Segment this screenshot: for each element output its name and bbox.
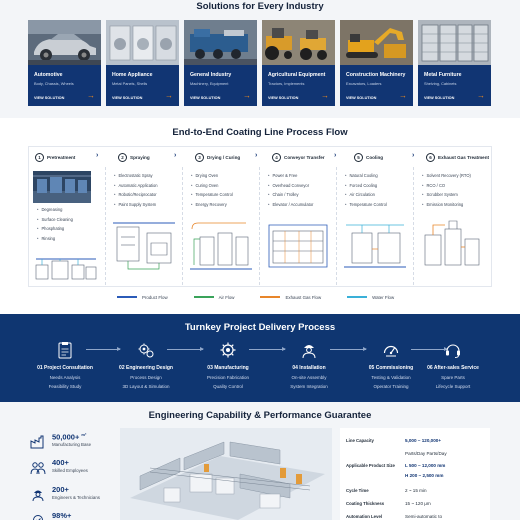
turnkey-step-title: 03 Manufacturing bbox=[207, 365, 249, 371]
step-title: Conveyor Transfer bbox=[284, 154, 325, 160]
legend-label: Water Flow bbox=[372, 294, 395, 300]
industries-title: Solutions for Every Industry bbox=[196, 1, 324, 12]
step-column-pretreatment bbox=[29, 167, 106, 285]
spraying-diagram bbox=[111, 219, 177, 275]
exhaust-item-list bbox=[422, 171, 471, 209]
process-item: • Phosphating bbox=[37, 224, 73, 234]
engineer-icon bbox=[30, 488, 46, 502]
turnkey-step-detail: Lifecycle Support bbox=[435, 384, 471, 389]
step-number: 3 bbox=[195, 153, 204, 162]
gear-icon bbox=[219, 341, 237, 359]
spec-key: Applicable Product Size bbox=[346, 463, 395, 468]
legend-item-exhaust-gas-flow bbox=[260, 292, 321, 302]
spec-key: Coating Thickness bbox=[346, 501, 385, 506]
view-solution-link[interactable]: VIEW SOLUTION bbox=[424, 96, 455, 100]
cooling-diagram bbox=[342, 219, 408, 275]
stat-value: 200+ bbox=[52, 485, 69, 494]
process-item: • Elevator / Accumulator bbox=[268, 200, 313, 210]
process-item: • Scrubber System bbox=[422, 190, 471, 200]
spec-value: 5,000 ~ 120,000+ bbox=[405, 438, 442, 443]
process-item: • RCO / CO bbox=[422, 181, 471, 191]
people-icon bbox=[30, 461, 46, 475]
industry-card-general-industry[interactable] bbox=[184, 20, 257, 106]
industry-card-automotive[interactable] bbox=[28, 20, 101, 106]
exhaust-diagram bbox=[419, 219, 485, 275]
turnkey-step-detail: Needs Analysis bbox=[49, 375, 81, 380]
turnkey-step-detail: Operator Training bbox=[373, 384, 409, 389]
step-title: Cooling bbox=[366, 154, 384, 160]
step-header-conveyor-transfer bbox=[272, 150, 325, 164]
industry-card-construction-machinery[interactable] bbox=[340, 20, 413, 106]
legend-swatch bbox=[347, 296, 367, 298]
arrow-right-icon[interactable]: → bbox=[321, 91, 329, 100]
turnkey-step-manufacturing bbox=[189, 341, 267, 401]
agricultural-equipment-image bbox=[262, 20, 335, 65]
process-item: • Robotic/Reciprocator bbox=[114, 190, 158, 200]
step-column-exhaust-gas-treatment bbox=[414, 167, 491, 285]
gauge-icon bbox=[382, 341, 400, 359]
pretreatment-item-list bbox=[37, 205, 73, 243]
turnkey-step-after-sales bbox=[414, 341, 492, 401]
process-item: • Paint Supply System bbox=[114, 200, 158, 210]
spraying-item-list bbox=[114, 171, 158, 209]
view-solution-link[interactable]: VIEW SOLUTION bbox=[346, 96, 377, 100]
industry-subtitle: Body, Chassis, Wheels bbox=[34, 81, 74, 86]
process-item: • Temperature Control bbox=[345, 200, 387, 210]
spec-value: L 500 ~ 12,000 mm bbox=[405, 463, 446, 468]
step-column-conveyor-transfer bbox=[260, 167, 337, 285]
stat-label: Engineers & Technicians bbox=[52, 495, 100, 500]
spec-key: Automation Level bbox=[346, 514, 383, 519]
spec-key: Line Capacity bbox=[346, 438, 374, 443]
chevron-right-icon: › bbox=[255, 152, 258, 159]
process-flow-panel bbox=[28, 146, 492, 287]
industry-subtitle: Excavators, Loaders bbox=[346, 81, 382, 86]
process-item: • Chain / Trolley bbox=[268, 190, 313, 200]
legend-swatch bbox=[260, 296, 280, 298]
automotive-image bbox=[28, 20, 101, 65]
industry-card-agricultural-equipment[interactable] bbox=[262, 20, 335, 106]
stat-label: Skilled Employees bbox=[52, 468, 88, 473]
chevron-right-icon: › bbox=[412, 152, 415, 159]
view-solution-link[interactable]: VIEW SOLUTION bbox=[112, 96, 143, 100]
turnkey-step-consultation bbox=[26, 341, 104, 401]
worker-icon bbox=[300, 341, 318, 359]
process-item: • Electrostatic Spray bbox=[114, 171, 158, 181]
turnkey-step-engineering-design bbox=[107, 341, 185, 401]
process-item: • Overhead Conveyor bbox=[268, 181, 313, 191]
construction-machinery-image bbox=[340, 20, 413, 65]
chevron-right-icon: › bbox=[174, 152, 177, 159]
cooling-item-list bbox=[345, 171, 387, 209]
stat-unit: m² bbox=[81, 432, 87, 437]
process-item: • Solvent Recovery (RTO) bbox=[422, 171, 471, 181]
award-icon bbox=[30, 514, 46, 520]
stat-value bbox=[52, 432, 86, 442]
arrow-right-icon[interactable]: → bbox=[477, 91, 485, 100]
step-header-pretreatment bbox=[35, 150, 75, 164]
industry-name: General Industry bbox=[190, 72, 232, 78]
process-flow-section bbox=[0, 118, 520, 314]
process-item: • Drying Oven bbox=[191, 171, 233, 181]
turnkey-step-detail: On-site Assembly bbox=[291, 375, 327, 380]
turnkey-step-title: 02 Engineering Design bbox=[119, 365, 173, 371]
turnkey-step-title: 01 Project Consultation bbox=[37, 365, 93, 371]
legend-item-air-flow bbox=[194, 292, 235, 302]
industry-name: Agricultural Equipment bbox=[268, 72, 326, 78]
industry-subtitle: Metal Panels, Shells bbox=[112, 81, 148, 86]
turnkey-step-detail: Quality Control bbox=[213, 384, 243, 389]
arrow-right-icon[interactable]: → bbox=[87, 91, 95, 100]
general-industry-image bbox=[184, 20, 257, 65]
drying-diagram bbox=[188, 219, 254, 275]
stat-label: Manufacturing Base bbox=[52, 442, 92, 447]
step-number: 5 bbox=[354, 153, 363, 162]
process-item: • Temperature Control bbox=[191, 190, 233, 200]
pretreatment-photo bbox=[33, 171, 91, 203]
view-solution-link[interactable]: VIEW SOLUTION bbox=[268, 96, 299, 100]
gears-icon bbox=[137, 341, 155, 359]
turnkey-step-installation bbox=[270, 341, 348, 401]
step-title: Pretreatment bbox=[47, 154, 76, 160]
step-number: 4 bbox=[272, 153, 281, 162]
process-item: • Energy Recovery bbox=[191, 200, 233, 210]
spec-value: Parts/Day Parts/Day bbox=[405, 451, 447, 456]
industry-subtitle: Machinery, Equipment bbox=[190, 81, 229, 86]
process-item: • Degreasing bbox=[37, 205, 73, 215]
turnkey-section bbox=[0, 314, 520, 402]
legend-item-product-flow bbox=[117, 292, 168, 302]
turnkey-title: Turnkey Project Delivery Process bbox=[184, 322, 336, 333]
turnkey-step-detail: Testing & Validation bbox=[371, 375, 411, 380]
pretreatment-diagram bbox=[34, 249, 100, 283]
support-icon bbox=[444, 341, 462, 359]
view-solution-link[interactable]: VIEW SOLUTION bbox=[34, 96, 65, 100]
view-solution-link[interactable]: VIEW SOLUTION bbox=[190, 96, 221, 100]
stat-value: 98%+ bbox=[52, 511, 72, 520]
chevron-right-icon: › bbox=[96, 152, 99, 159]
stat-number: 50,000+ bbox=[52, 432, 80, 442]
turnkey-step-detail: 3D Layout & Simulation bbox=[122, 384, 170, 389]
industry-name: Automotive bbox=[34, 72, 63, 78]
factory-icon bbox=[30, 435, 46, 449]
legend-label: Air Flow bbox=[218, 294, 235, 300]
stat-value: 400+ bbox=[52, 458, 69, 467]
industry-subtitle: Shelving, Cabinets bbox=[424, 81, 457, 86]
spec-value: H 200 ~ 2,500 mm bbox=[405, 473, 444, 478]
turnkey-step-title: 04 Installation bbox=[292, 365, 326, 371]
industry-name: Home Appliance bbox=[112, 72, 153, 78]
legend-swatch bbox=[117, 296, 137, 298]
step-header-exhaust-gas-treatment bbox=[426, 150, 489, 164]
step-header-drying-curing bbox=[195, 150, 240, 164]
conveyor-diagram bbox=[265, 219, 331, 275]
arrow-right-icon[interactable]: → bbox=[399, 91, 407, 100]
industry-name: Metal Furniture bbox=[424, 72, 462, 78]
arrow-right-icon[interactable]: → bbox=[165, 91, 173, 100]
legend-label: Exhaust Gas Flow bbox=[285, 294, 322, 300]
industries-section bbox=[0, 0, 520, 118]
turnkey-steps bbox=[30, 341, 490, 401]
turnkey-step-detail: Spare Parts bbox=[441, 375, 465, 380]
step-number: 6 bbox=[426, 153, 435, 162]
capability-title: Engineering Capability & Performance Guarantee bbox=[148, 410, 372, 421]
process-step-headers bbox=[29, 150, 493, 164]
industry-card-home-appliance[interactable] bbox=[106, 20, 179, 106]
spec-value: 2 ~ 15 min bbox=[405, 488, 427, 493]
step-title: Spraying bbox=[130, 154, 150, 160]
turnkey-step-detail: Precision Fabrication bbox=[206, 375, 250, 380]
home-appliance-image bbox=[106, 20, 179, 65]
process-item: • Automatic Application bbox=[114, 181, 158, 191]
step-number: 1 bbox=[35, 153, 44, 162]
turnkey-step-detail: System Integration bbox=[290, 384, 328, 389]
turnkey-step-title: 06 After-sales Service bbox=[427, 365, 479, 371]
process-item: • Curing Oven bbox=[191, 181, 233, 191]
step-title: Drying / Curing bbox=[207, 154, 241, 160]
process-item: • Rinsing bbox=[37, 234, 73, 244]
spec-value: 15 ~ 120 μm bbox=[405, 501, 431, 506]
conveyor-item-list bbox=[268, 171, 313, 209]
flow-legend bbox=[117, 292, 417, 302]
legend-item-water-flow bbox=[347, 292, 394, 302]
spec-key: Cycle Time bbox=[346, 488, 369, 493]
spec-value: Semi-automatic to bbox=[405, 514, 443, 519]
industry-card-metal-furniture[interactable] bbox=[418, 20, 491, 106]
step-column-spraying bbox=[106, 167, 183, 285]
industry-cards bbox=[28, 20, 492, 106]
turnkey-step-detail: Process Design bbox=[130, 375, 162, 380]
drying-item-list bbox=[191, 171, 233, 209]
process-item: • Surface Cleaning bbox=[37, 215, 73, 225]
step-title: Exhaust Gas Treatment bbox=[438, 154, 490, 160]
turnkey-step-title: 05 Commissioning bbox=[368, 365, 414, 371]
performance-spec-table bbox=[340, 428, 490, 520]
step-column-cooling bbox=[337, 167, 414, 285]
industry-name: Construction Machinery bbox=[346, 72, 406, 78]
step-header-spraying bbox=[118, 150, 150, 164]
process-item: • Emission Monitoring bbox=[422, 200, 471, 210]
step-header-cooling bbox=[354, 150, 383, 164]
industry-subtitle: Tractors, Implements bbox=[268, 81, 305, 86]
legend-label: Product Flow bbox=[142, 294, 168, 300]
step-column-drying-curing bbox=[183, 167, 260, 285]
coating-line-render bbox=[120, 428, 332, 520]
process-item: • Air Circulation bbox=[345, 190, 387, 200]
metal-furniture-image bbox=[418, 20, 491, 65]
process-item: • Power & Free bbox=[268, 171, 313, 181]
chevron-right-icon: › bbox=[334, 152, 337, 159]
process-item: • Forced Cooling bbox=[345, 181, 387, 191]
process-item: • Natural Cooling bbox=[345, 171, 387, 181]
legend-swatch bbox=[194, 296, 214, 298]
clipboard-icon bbox=[56, 341, 74, 359]
arrow-right-icon[interactable]: → bbox=[243, 91, 251, 100]
step-number: 2 bbox=[118, 153, 127, 162]
turnkey-step-detail: Feasibility Study bbox=[48, 384, 82, 389]
process-flow-title: End-to-End Coating Line Process Flow bbox=[172, 127, 348, 138]
capability-section bbox=[0, 402, 520, 520]
